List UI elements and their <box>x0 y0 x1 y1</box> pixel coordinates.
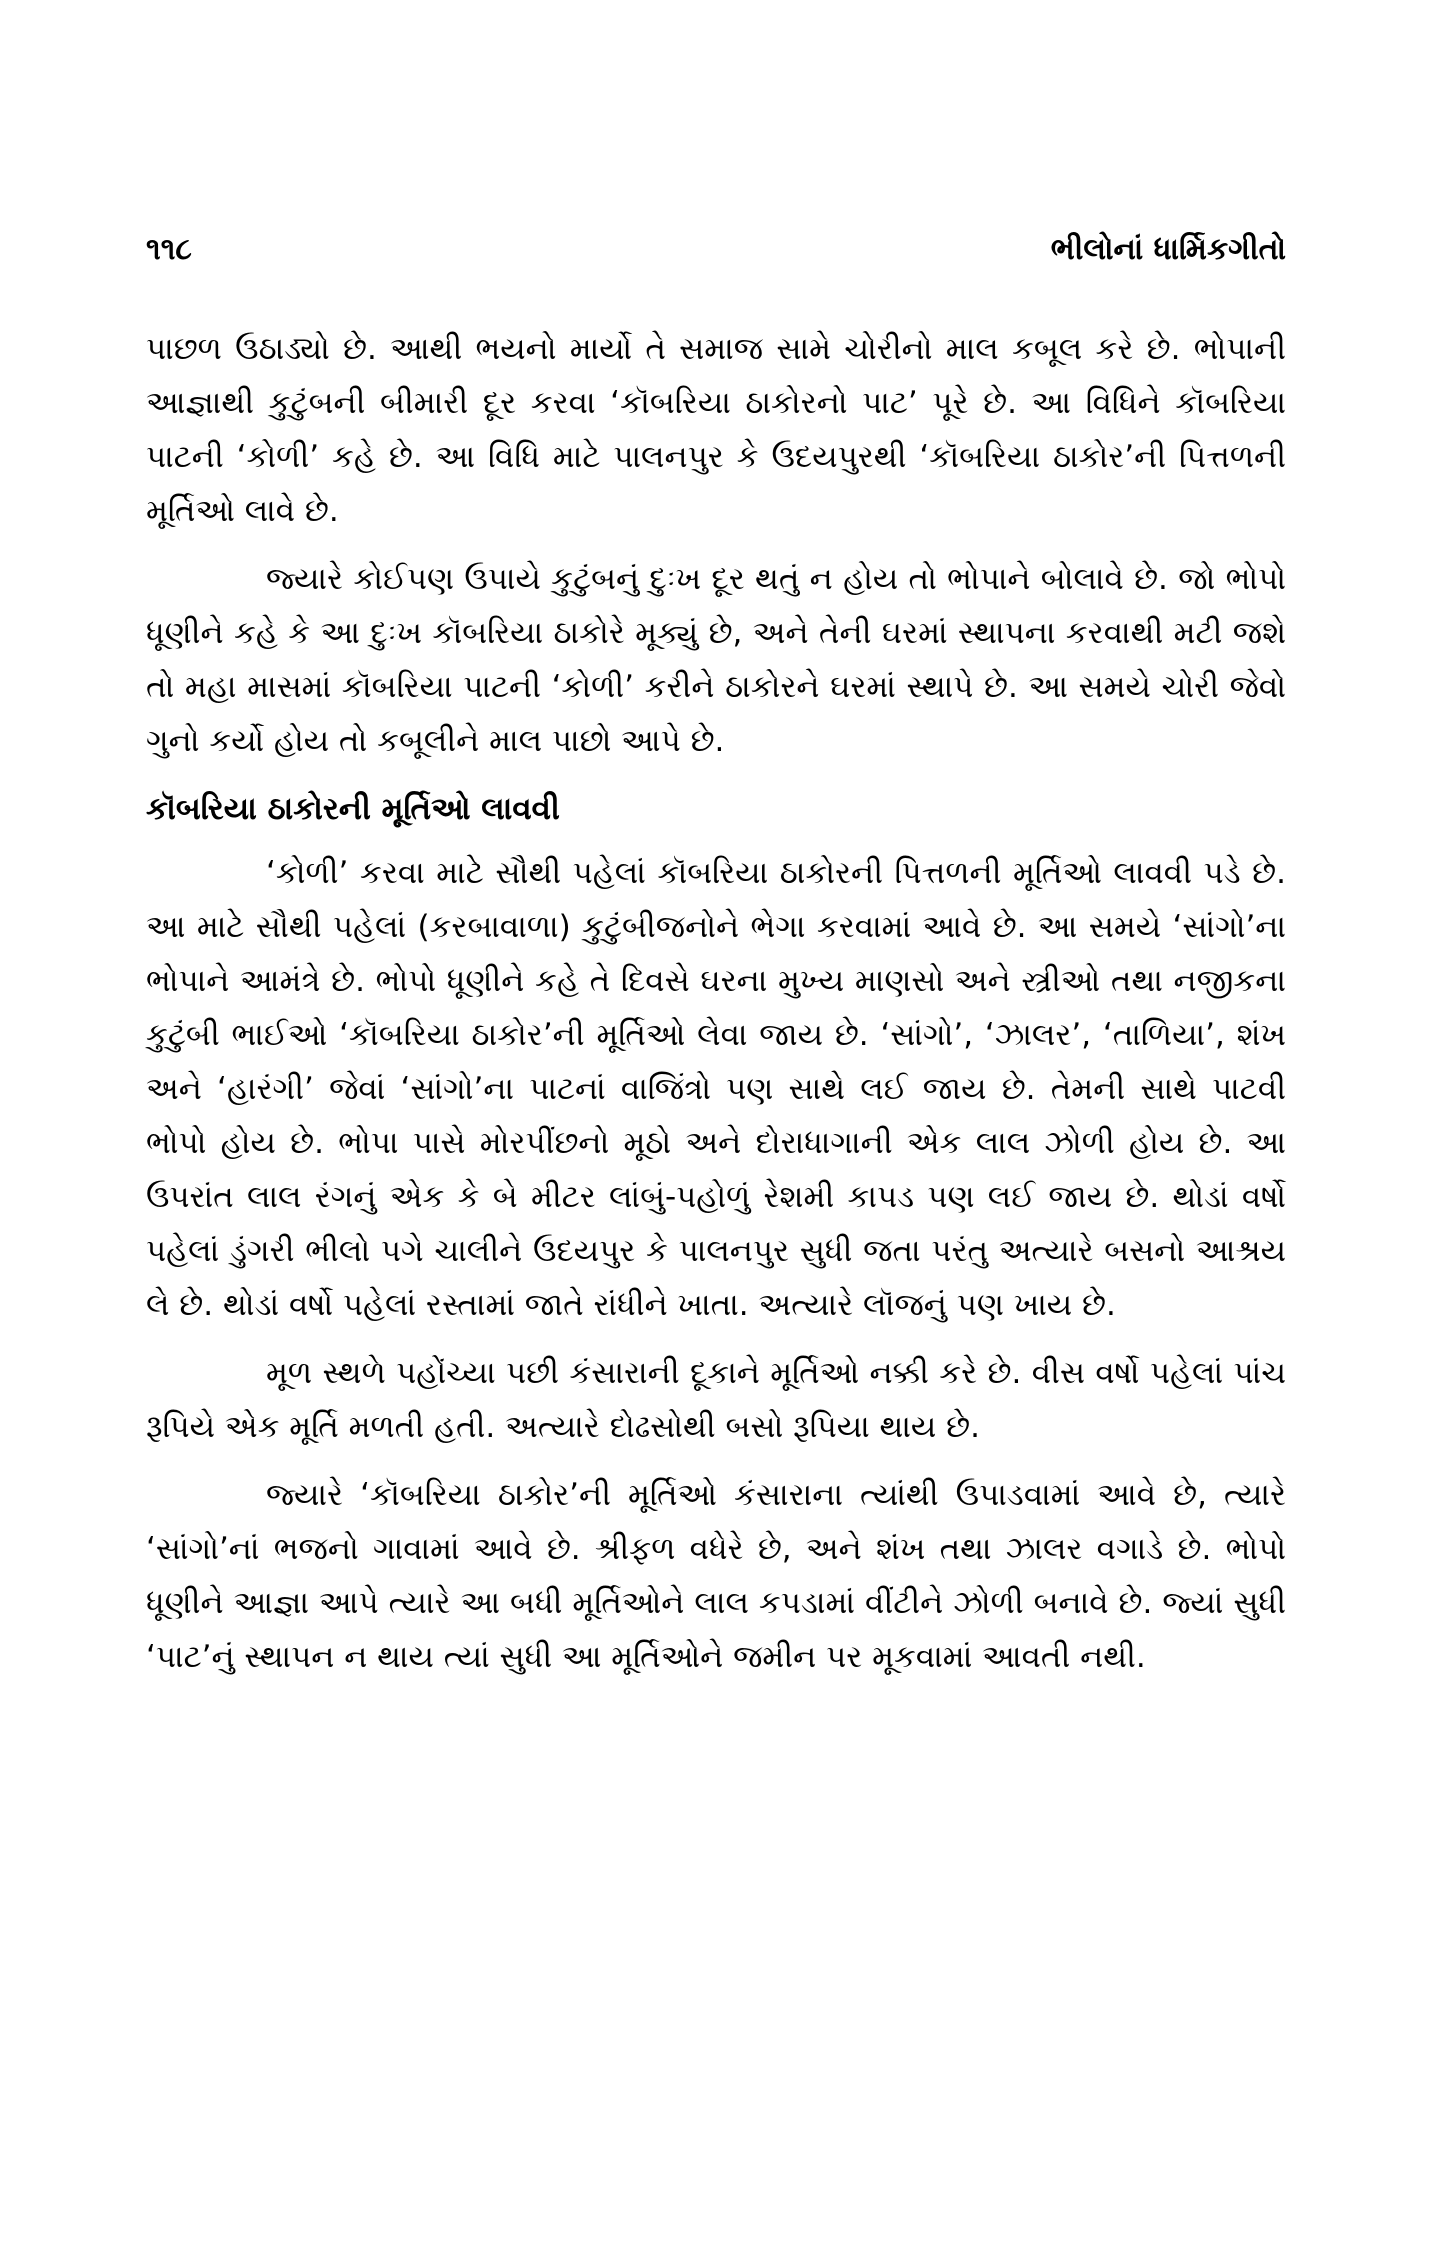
page-number: ૧૧૮ <box>146 232 192 267</box>
page-header <box>146 232 1286 280</box>
paragraph-5: જ્યારે ‘કૉબરિયા ઠાકોર’ની મૂર્તિઓ કંસારાના ત્યાંથી ઉપાડવામાં આવે છે, ત્યારે ‘સાંગો’નાં ભજનો ગાવામાં આવે છે. શ્રીફળ વધેરે છે, અને શંખ તથા ઝાલર વગાડે છે. ભોપો ધૂણીને આજ્ઞા આપે ત્યારે આ બધી મૂર્તિઓને લાલ કપડામાં વીંટીને ઝોળી બનાવે છે. જ્યાં સુધી ‘પાટ’નું સ્થાપન ન થાય ત્યાં સુધી આ મૂર્તિઓને જમીન પર મૂકવામાં આવતી નથી. <box>146 1477 1286 1675</box>
running-title: ભીલોનાં ધાર્મિકગીતો <box>1050 232 1286 267</box>
paragraph-2: જ્યારે કોઈપણ ઉપાયે કુટુંબનું દુઃખ દૂર થતું ન હોય તો ભોપાને બોલાવે છે. જો ભોપો ધૂણીને કહે કે આ દુઃખ કૉબરિયા ઠાકોરે મૂક્યું છે, અને તેની ઘરમાં સ્થાપના કરવાથી મટી જશે તો મહા માસમાં કૉબરિયા પાટની ‘કોળી’ કરીને ઠાકોરને ઘરમાં સ્થાપે છે. આ સમયે ચોરી જેવો ગુનો કર્યો હોય તો કબૂલીને માલ પાછો આપે છે. <box>146 561 1286 759</box>
body-text <box>146 322 1286 1698</box>
paragraph-4: મૂળ સ્થળે પહોંચ્યા પછી કંસારાની દૂકાને મૂર્તિઓ નક્કી કરે છે. વીસ વર્ષો પહેલાં પાંચ રૂપિયે એક મૂર્તિ મળતી હતી. અત્યારે દોઢસોથી બસો રૂપિયા થાય છે. <box>146 1355 1286 1445</box>
section-heading: કૉબરિયા ઠાકોરની મૂર્તિઓ લાવવી <box>146 791 560 827</box>
paragraph-1: પાછળ ઉઠાડ્યો છે. આથી ભયનો માર્યો તે સમાજ સામે ચોરીનો માલ કબૂલ કરે છે. ભોપાની આજ્ઞાથી કુટુંબની બીમારી દૂર કરવા ‘કૉબરિયા ઠાકોરનો પાટ’ પૂરે છે. આ વિધિને કૉબરિયા પાટની ‘કોળી’ કહે છે. આ વિધિ માટે પાલનપુર કે ઉદયપુરથી ‘કૉબરિયા ઠાકોર’ની પિત્તળની મૂર્તિઓ લાવે છે. <box>146 331 1286 529</box>
paragraph-3: ‘કોળી’ કરવા માટે સૌથી પહેલાં કૉબરિયા ઠાકોરની પિત્તળની મૂર્તિઓ લાવવી પડે છે. આ માટે સૌથી પહેલાં (કરબાવાળા) કુટુંબીજનોને ભેગા કરવામાં આવે છે. આ સમયે ‘સાંગો’ના ભોપાને આમંત્રે છે. ભોપો ધૂણીને કહે તે દિવસે ઘરના મુખ્ય માણસો અને સ્ત્રીઓ તથા નજીકના કુટુંબી ભાઈઓ ‘કૉબરિયા ઠાકોર’ની મૂર્તિઓ લેવા જાય છે. ‘સાંગો’, ‘ઝાલર’, ‘તાળિયા’, શંખ અને ‘હારંગી’ જેવાં ‘સાંગો’ના પાટનાં વાજિંત્રો પણ સાથે લઈ જાય છે. તેમની સાથે પાટવી ભોપો હોય છે. ભોપા પાસે મોરપીંછનો મૂઠો અને દોરાધાગાની એક લાલ ઝોળી હોય છે. આ ઉપરાંત લાલ રંગનું એક કે બે મીટર લાંબું-પહોળું રેશમી કાપડ પણ લઈ જાય છે. થોડાં વર્ષો પહેલાં ડુંગરી ભીલો પગે ચાલીને ઉદયપુર કે પાલનપુર સુધી જતા પરંતુ અત્યારે બસનો આશ્રય લે છે. થોડાં વર્ષો પહેલાં રસ્તામાં જાતે રાંધીને ખાતા. અત્યારે લૉજનું પણ ખાય છે. <box>146 855 1286 1323</box>
